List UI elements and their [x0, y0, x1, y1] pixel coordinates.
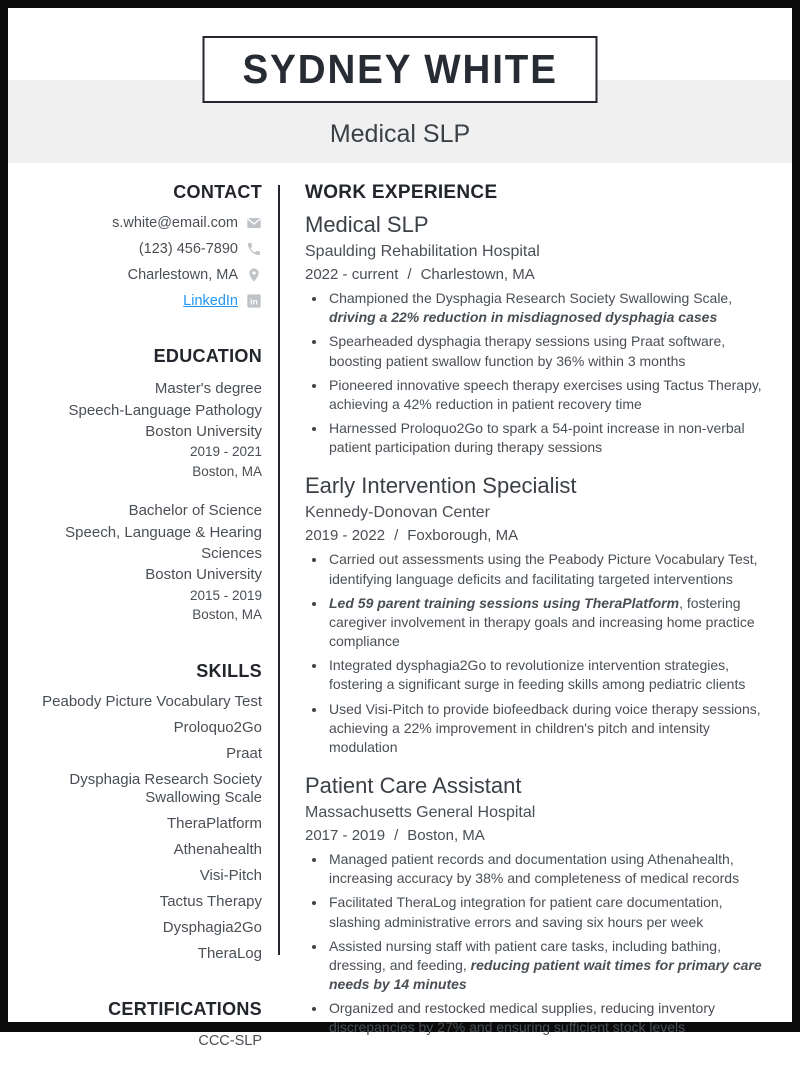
skills-list — [8, 693, 262, 963]
bullet-text: Organized and restocked medical supplies, reducing inventory discrepancies by 27% and ensuring sufficient stock levels — [329, 1000, 715, 1036]
job-company: Massachusetts General Hospital — [305, 804, 536, 822]
bullet-text: Assisted nursing staff with patient care tasks, including bathing, dressing, and feeding, — [329, 937, 721, 973]
education-dates: 2015 - 2019 — [189, 587, 262, 603]
skill-item: Tactus Therapy — [159, 892, 262, 910]
bullet-text: Facilitated TheraLog integration for patient care documentation, slashing administrative errors and saving six hours per week — [329, 894, 723, 930]
jobs-list — [305, 212, 772, 1038]
candidate-role: Medical SLP — [329, 120, 471, 148]
job-bullet — [327, 289, 772, 327]
dateline-separator: / — [407, 266, 412, 283]
linkedin-icon — [246, 293, 262, 309]
skill-item: TheraLog — [197, 944, 262, 962]
job-bullet — [327, 419, 772, 457]
bullet-text: Used Visi-Pitch to provide biofeedback during voice therapy sessions, achieving a 22% improvement in children's pitch and intensity modulation — [329, 700, 761, 755]
contact-item — [8, 240, 262, 259]
education-entry — [8, 378, 262, 481]
contact-item — [8, 266, 262, 285]
job-bullet — [327, 550, 772, 588]
education-school: Boston University — [145, 566, 262, 584]
location-pin-icon — [246, 267, 262, 283]
bullet-text: , fostering caregiver involvement in therapy goals and increasing home practice compliance — [329, 594, 755, 650]
education-location: Boston, MA — [192, 463, 262, 479]
job-bullet — [327, 594, 772, 652]
contact-item — [8, 214, 262, 233]
job-dates: 2017 - 2019 — [305, 827, 386, 845]
job-bullets — [305, 550, 772, 757]
job-entry — [305, 773, 772, 1038]
contact-item — [8, 292, 262, 311]
contact-text: Charlestown, MA — [127, 266, 238, 283]
job-bullets — [305, 289, 772, 457]
job-bullet — [327, 656, 772, 694]
bullet-text: Managed patient records and documentation using Athenahealth, increasing accuracy by 38% and completeness of medical records — [329, 851, 740, 887]
job-bullet — [327, 376, 772, 414]
job-location: Boston, MA — [407, 827, 485, 845]
skill-item: Dysphagia Research Society Swallowing Scale — [69, 770, 262, 806]
work-experience-heading: WORK EXPERIENCE — [305, 182, 498, 203]
skill-item: Athenahealth — [173, 840, 262, 858]
skill-item: Praat — [226, 744, 262, 762]
contact-heading: CONTACT — [173, 182, 262, 202]
phone-icon — [246, 241, 262, 257]
dateline-separator: / — [394, 827, 399, 845]
skill-item: Peabody Picture Vocabulary Test — [42, 692, 262, 710]
job-bullet — [327, 999, 772, 1037]
job-location: Charlestown, MA — [420, 266, 535, 283]
job-company: Kennedy-Donovan Center — [305, 504, 491, 522]
job-company: Spaulding Rehabilitation Hospital — [305, 243, 540, 260]
job-dates: 2019 - 2022 — [305, 527, 386, 545]
bullet-text: Integrated dysphagia2Go to revolutionize intervention strategies, fostering a significant surge in feeding skills among pediatric clients — [329, 657, 746, 693]
certifications-heading: CERTIFICATIONS — [108, 998, 262, 1019]
certifications-list — [8, 1031, 262, 1051]
job-dateline — [305, 266, 772, 283]
sidebar — [8, 182, 278, 1087]
bullet-emphasis-text: Led 59 parent training sessions using TheraPlatform — [329, 594, 680, 611]
job-dates: 2022 - current — [305, 266, 399, 283]
education-degree: Master's degree — [154, 380, 262, 398]
subtitle-wrap — [8, 120, 792, 149]
skill-item: Dysphagia2Go — [162, 918, 262, 936]
name-box — [203, 36, 598, 103]
envelope-icon — [246, 215, 262, 231]
education-dates: 2019 - 2021 — [189, 444, 262, 460]
education-list — [8, 378, 262, 624]
bullet-emphasis-text: reducing patient wait times for primary care needs by 14 minutes — [329, 956, 762, 993]
work-experience-column — [280, 182, 792, 1054]
resume-body — [8, 163, 792, 1087]
skills-heading: SKILLS — [196, 660, 262, 681]
job-title: Early Intervention Specialist — [305, 473, 577, 499]
education-school: Boston University — [145, 422, 262, 440]
education-location: Boston, MA — [192, 607, 262, 623]
linkedin-link[interactable]: LinkedIn — [183, 292, 238, 309]
bullet-text: Pioneered innovative speech therapy exercises using Tactus Therapy, achieving a 42% reduction in patient recovery time — [329, 376, 762, 412]
education-field: Speech-Language Pathology — [68, 401, 262, 419]
resume-header — [8, 8, 792, 163]
bullet-text: Carried out assessments using the Peabody Picture Vocabulary Test, identifying language deficits and facilitating targeted interventions — [329, 551, 758, 587]
job-bullet — [327, 893, 772, 931]
skill-item: Visi-Pitch — [199, 866, 262, 884]
job-bullet — [327, 332, 772, 370]
bullet-text: Championed the Dysphagia Research Society Swallowing Scale, — [329, 290, 733, 306]
skill-item: TheraPlatform — [166, 814, 262, 832]
contact-section — [8, 182, 262, 310]
certification-item: CCC-SLP — [198, 1032, 262, 1049]
svg-text:in: in — [250, 296, 258, 307]
job-bullet — [327, 850, 772, 888]
job-title: Medical SLP — [305, 212, 429, 237]
skills-section — [8, 661, 262, 963]
job-title: Patient Care Assistant — [305, 773, 522, 799]
candidate-name: SYDNEY WHITE — [242, 46, 558, 92]
job-location: Foxborough, MA — [407, 527, 519, 545]
job-entry — [305, 473, 772, 757]
bullet-text: Harnessed Proloquo2Go to spark a 54-point increase in non-verbal patient participation during therapy sessions — [329, 420, 745, 456]
job-entry — [305, 212, 772, 457]
education-section — [8, 346, 262, 624]
bullet-text: Spearheaded dysphagia therapy sessions using Praat software, boosting patient swallow function by 36% within 3 months — [329, 333, 726, 369]
dateline-separator: / — [394, 527, 399, 545]
contact-text: (123) 456-7890 — [138, 240, 238, 257]
education-field: Speech, Language & Hearing Sciences — [65, 523, 262, 562]
job-bullets — [305, 850, 772, 1038]
education-entry — [8, 500, 262, 624]
contact-list — [8, 214, 262, 310]
contact-text: s.white@email.com — [112, 215, 238, 231]
skill-item: Proloquo2Go — [173, 718, 262, 736]
education-heading: EDUCATION — [153, 346, 262, 367]
bullet-emphasis-text: driving a 22% reduction in misdiagnosed dysphagia cases — [329, 309, 718, 326]
certifications-section — [8, 999, 262, 1051]
education-degree: Bachelor of Science — [128, 502, 262, 520]
job-bullet — [327, 700, 772, 758]
job-dateline — [305, 827, 772, 844]
job-bullet — [327, 937, 772, 995]
job-dateline — [305, 527, 772, 544]
